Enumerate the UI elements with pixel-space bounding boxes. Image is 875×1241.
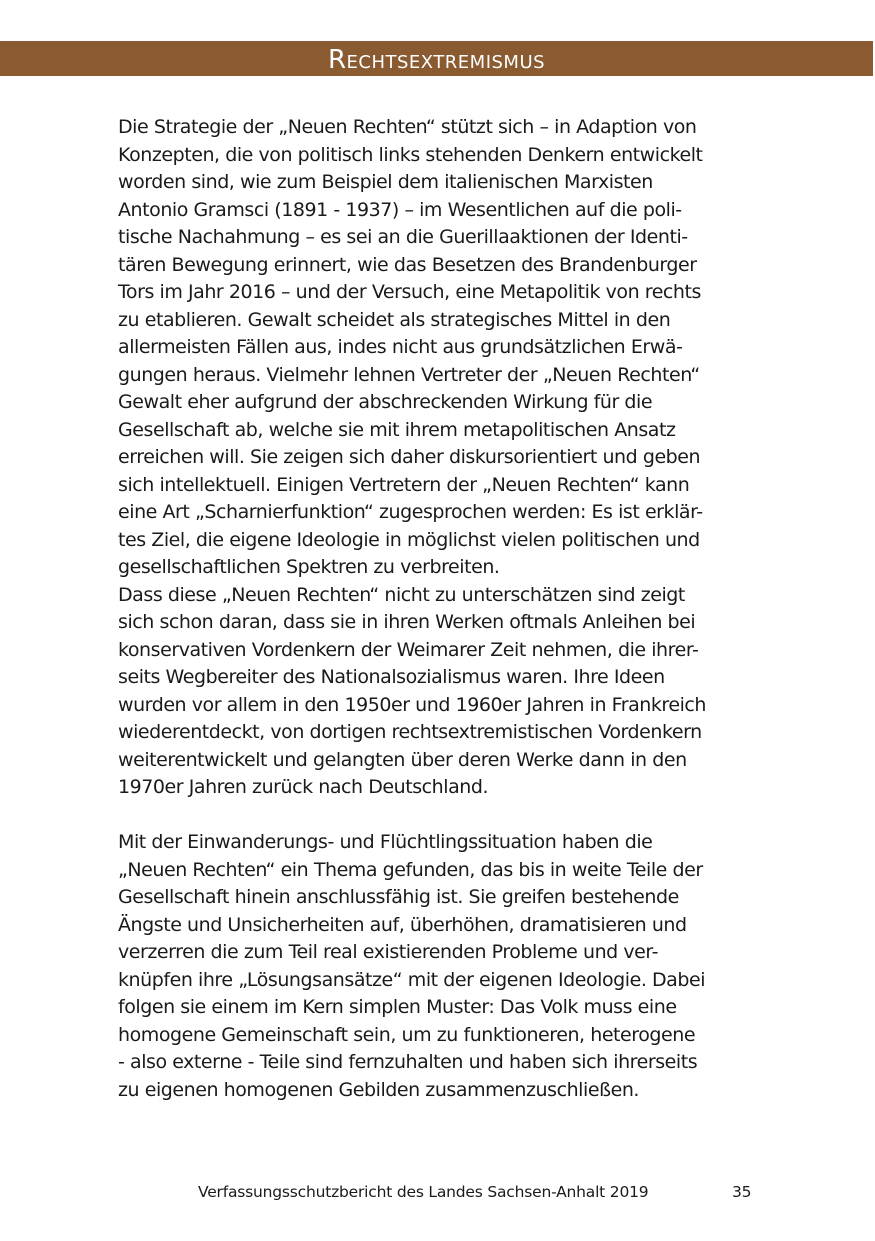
section-header-bar xyxy=(0,41,873,76)
text-line: zu etablieren. Gewalt scheidet als strategisches Mittel in den xyxy=(118,308,671,331)
text-line: 1970er Jahren zurück nach Deutschland. xyxy=(118,776,489,798)
paragraph-spacer xyxy=(118,802,768,830)
text-line: homogene Gemeinschaft sein, um zu funktioneren, heterogene xyxy=(118,1023,696,1046)
text-line: seits Wegbereiter des Nationalsozialismus waren. Ihre Ideen xyxy=(118,666,665,688)
text-line: Tors im Jahr 2016 – und der Versuch, eine Metapolitik von rechts xyxy=(118,281,701,303)
text-line: tären Bewegung erinnert, wie das Besetzen des Brandenburger xyxy=(118,253,697,276)
text-line: Antonio Gramsci (1891 - 1937) – im Wesentlichen auf die poli- xyxy=(118,198,682,221)
text-line: gesellschaftlichen Spektren zu verbreiten. xyxy=(118,556,500,578)
text-line: „Neuen Rechten“ ein Thema gefunden, das bis in weite Teile der xyxy=(118,858,703,881)
paragraph-3 xyxy=(118,829,768,1104)
text-line: sich schon daran, dass sie in ihren Werken oftmals Anleihen bei xyxy=(118,611,696,633)
text-line: tes Ziel, die eigene Ideologie in möglichst vielen politischen und xyxy=(118,528,700,551)
text-line: eine Art „Scharnierfunktion“ zugesprochen werden: Es ist erklär- xyxy=(118,501,703,523)
text-line: allermeisten Fällen aus, indes nicht aus grundsätzlichen Erwä- xyxy=(118,336,683,358)
text-line: Konzepten, die von politisch links stehenden Denkern entwickelt xyxy=(118,143,703,166)
text-line: verzerren die zum Teil real existierenden Probleme und ver- xyxy=(118,941,658,963)
text-line: - also externe - Teile sind fernzuhalten und haben sich ihrerseits xyxy=(118,1051,698,1073)
text-line: knüpfen ihre „Lösungsansätze“ mit der eigenen Ideologie. Dabei xyxy=(118,968,706,991)
body-text xyxy=(118,114,768,1104)
text-line: erreichen will. Sie zeigen sich daher diskursorientiert und geben xyxy=(118,446,701,468)
section-title: Rechtsextremismus xyxy=(327,45,546,75)
page-number: 35 xyxy=(732,1183,752,1201)
text-line: Die Strategie der „Neuen Rechten“ stützt sich – in Adaption von xyxy=(118,116,697,138)
paragraph-2 xyxy=(118,582,768,802)
text-line: Gesellschaft ab, welche sie mit ihrem metapolitischen Ansatz xyxy=(118,418,676,441)
paragraph-1 xyxy=(118,114,768,582)
text-line: worden sind, wie zum Beispiel dem italienischen Marxisten xyxy=(118,171,653,193)
text-line: konservativen Vordenkern der Weimarer Zeit nehmen, die ihrer- xyxy=(118,638,699,661)
text-line: Dass diese „Neuen Rechten“ nicht zu unterschätzen sind zeigt xyxy=(118,583,685,606)
text-line: folgen sie einem im Kern simplen Muster: Das Volk muss eine xyxy=(118,996,677,1018)
text-line: sich intellektuell. Einigen Vertretern der „Neuen Rechten“ kann xyxy=(118,473,690,496)
text-line: Mit der Einwanderungs- und Flüchtlingssituation haben die xyxy=(118,831,653,853)
text-line: weiterentwickelt und gelangten über deren Werke dann in den xyxy=(118,748,687,771)
text-line: wiederentdeckt, von dortigen rechtsextremistischen Vordenkern xyxy=(118,721,702,743)
footer-publication-title: Verfassungsschutzbericht des Landes Sachsen-Anhalt 2019 xyxy=(198,1183,649,1201)
text-line: zu eigenen homogenen Gebilden zusammenzuschließen. xyxy=(118,1078,640,1101)
text-line: Gewalt eher aufgrund der abschreckenden Wirkung für die xyxy=(118,391,653,413)
text-line: gungen heraus. Vielmehr lehnen Vertreter der „Neuen Rechten“ xyxy=(118,363,700,386)
text-line: tische Nachahmung – es sei an die Guerillaaktionen der Identi- xyxy=(118,226,688,248)
text-line: Gesellschaft hinein anschlussfähig ist. Sie greifen bestehende xyxy=(118,886,679,908)
text-line: Ängste und Unsicherheiten auf, überhöhen, dramatisieren und xyxy=(118,913,687,936)
text-line: wurden vor allem in den 1950er und 1960er Jahren in Frankreich xyxy=(118,693,707,716)
